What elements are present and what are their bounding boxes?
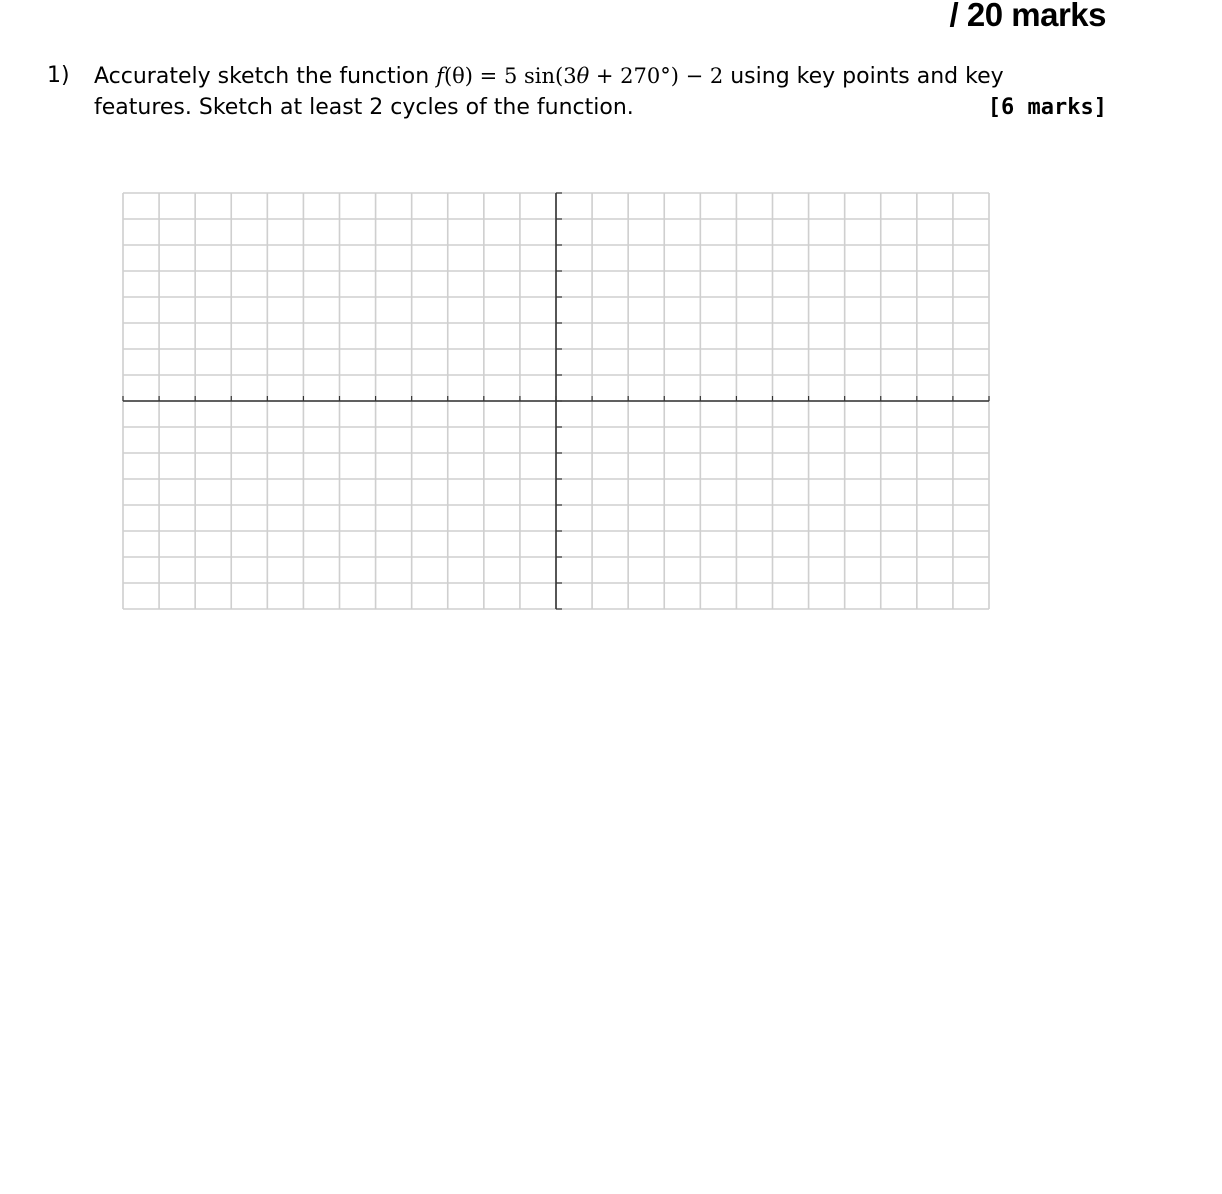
question-continuation: using key points and key [723, 64, 1004, 89]
function-theta: θ [576, 64, 590, 88]
question-1 [47, 60, 1107, 124]
function-rest: + 270°) − 2 [589, 64, 724, 88]
question-line-1 [47, 60, 1107, 92]
function-expression [436, 64, 723, 88]
question-line-2 [47, 92, 1107, 124]
grid-svg[interactable] [122, 192, 990, 610]
question-marks: [6 marks] [987, 95, 1107, 120]
question-text-line-2: features. Sketch at least 2 cycles of the function. [94, 95, 634, 120]
function-equals: = 5 sin(3 [473, 64, 577, 88]
function-name: f [436, 64, 444, 88]
question-intro: Accurately sketch the function [94, 64, 437, 89]
graph-grid[interactable] [122, 192, 990, 610]
total-marks: / 20 marks [949, 0, 1106, 33]
function-argument: (θ) [443, 64, 473, 88]
question-text-line-1 [94, 60, 1004, 93]
question-number: 1) [47, 63, 70, 88]
